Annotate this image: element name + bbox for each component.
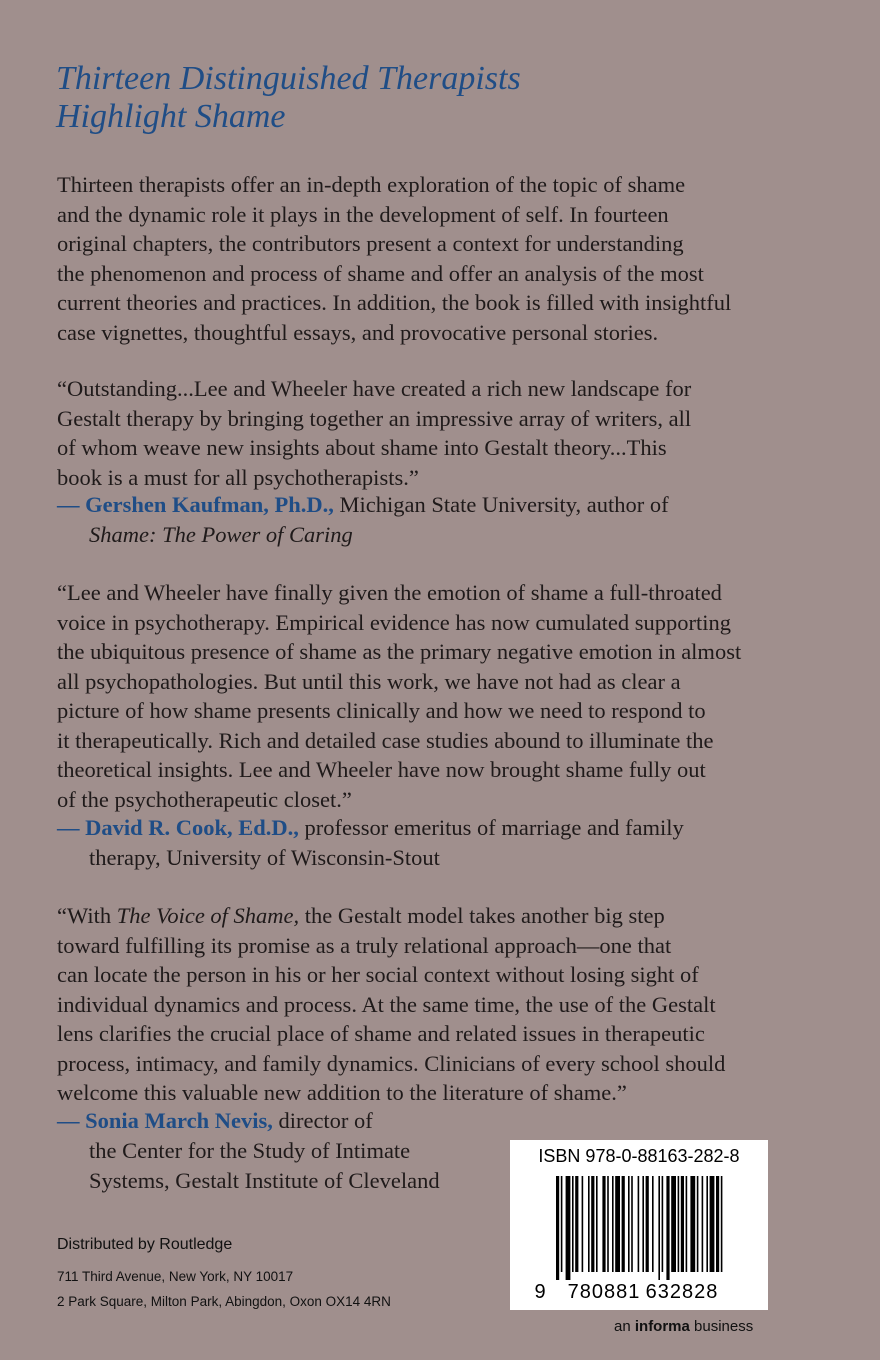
reviewer-name: Gershen Kaufman, Ph.D., [85,492,334,517]
barcode-digit-first: 9 [534,1281,546,1303]
heading-line-1: Thirteen Distinguished Therapists [56,60,521,97]
heading-line-2: Highlight Shame [56,98,286,135]
barcode-bar [706,1176,708,1272]
barcode-bar [658,1176,660,1280]
reviewer-name: David R. Cook, Ed.D., [85,815,299,840]
barcode-bar [582,1176,584,1272]
attribution-dash: — [57,492,86,517]
quote-rest: the Gestalt model takes another big step toward fulfilling its promise as a truly relational approach—one that can locate the person in his or her social context without losing sight of individual dynamics and process. At the same time, the use of the Gestalt lens clarifies the crucial place of shame and related issues in therapeutic process, intimacy, and family dynamics. Clinicians of every school should welcome this valuable new addition to the literature of shame.” [57,903,726,1105]
reviewer-affiliation-line-3: Systems, Gestalt Institute of Cleveland [89,1168,440,1193]
reviewer-affiliation: director of [272,1108,373,1133]
reviewer-affiliation: Michigan State University, author of [333,492,669,517]
review-attribution-2 [57,813,827,873]
barcode-bar [596,1176,598,1272]
barcode-bar [631,1176,633,1272]
attribution-dash: — [57,815,86,840]
barcode-bar [556,1176,559,1280]
barcode-bar [602,1176,605,1272]
review-quote-2: “Lee and Wheeler have finally given the emotion of shame a full-throated voice in psychotherapy. Empirical evidence has now cumulated supporting the ubiquitous presence of shame as the primary negative emotion in almost all psychopathologies. But until this work, we have not had as clear a picture of how shame presents clinically and how we need to respond to it therapeutically. Rich and detailed case studies abound to illuminate the theoretical insights. Lee and Wheeler have now brought shame fully out of the psychotherapeutic closet.” [57,580,742,812]
review-quote-1: “Outstanding...Lee and Wheeler have created a rich new landscape for Gestalt therapy by bringing together an impressive array of writers, all of whom weave new insights about shame into Gestalt theory...This book is a must for all psychotherapists.” [57,376,692,490]
tagline-brand: informa [634,1318,690,1335]
barcode-bar [666,1176,669,1280]
barcode-bar [662,1176,664,1272]
barcode-bar [572,1176,574,1272]
tagline-suffix: business [689,1318,754,1335]
barcode-bar [721,1176,723,1272]
barcode-bar [716,1176,719,1272]
publisher-tagline [614,1318,753,1335]
reviewer-book-title: Shame: The Power of Caring [89,522,353,547]
cover-heading [56,60,521,136]
barcode-bar [681,1176,684,1272]
barcode-bar [575,1176,578,1272]
barcode-bar [710,1176,715,1272]
barcode-bar [690,1176,695,1272]
barcode-digits-right: 632828 [645,1281,719,1303]
barcode-bar [612,1176,614,1272]
review-attribution-1 [57,490,827,550]
book-description: Thirteen therapists offer an in-depth exploration of the topic of shame and the dynamic role it plays in the development of self. In fourteen original chapters, the contributors present a context for understanding the phenomenon and process of shame and offer an analysis of the most current theories and practices. In addition, the book is filled with insightful case vignettes, thoughtful essays, and provocative personal stories. [57,172,732,345]
barcode-bar [678,1176,680,1272]
quote-start: “With [57,903,117,928]
barcode-bar [588,1176,590,1272]
tagline-prefix: an [614,1318,635,1335]
reviewer-affiliation: professor emeritus of marriage and family [298,815,684,840]
barcode-bar [591,1176,594,1272]
barcode-bar [652,1176,654,1272]
barcode-bar [697,1176,699,1272]
barcode-icon [510,1140,768,1310]
barcode-bar [638,1176,640,1272]
quoted-book-title: The Voice of Shame, [116,903,300,928]
barcode-bar [615,1176,620,1272]
barcode-bar [628,1176,630,1272]
distributor-address-uk: 2 Park Square, Milton Park, Abingdon, Oxon OX14 4RN [57,1294,391,1309]
reviewer-affiliation-line-2: therapy, University of Wisconsin-Stout [89,845,440,870]
attribution-dash: — [57,1108,86,1133]
barcode-bar [646,1176,649,1272]
barcode-bar [686,1176,688,1272]
isbn-label: ISBN 978-0-88163-282-8 [538,1146,740,1166]
barcode-bar [561,1176,563,1272]
reviewer-affiliation-line-2: the Center for the Study of Intimate [89,1138,411,1163]
barcode-bar [702,1176,704,1272]
reviewer-name: Sonia March Nevis, [85,1108,273,1133]
review-quote-3 [57,901,827,1108]
barcode-bar [642,1176,644,1272]
barcode-bar [671,1176,676,1272]
barcode-bar [622,1176,625,1272]
distributor-label: Distributed by Routledge [57,1236,233,1253]
barcode-bar [607,1176,609,1272]
isbn-barcode-panel [510,1140,768,1310]
barcode-digits-left: 780881 [567,1281,641,1303]
distributor-address-ny: 711 Third Avenue, New York, NY 10017 [57,1269,294,1284]
barcode-bar [566,1176,571,1280]
